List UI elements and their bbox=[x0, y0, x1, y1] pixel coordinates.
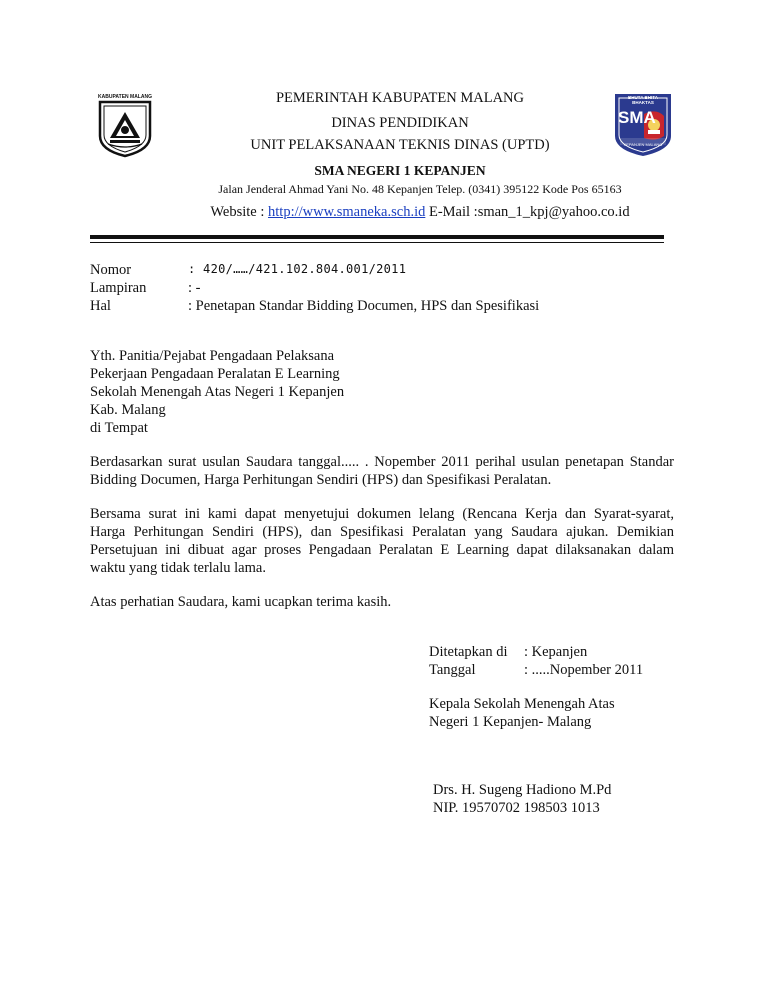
signer-name: Drs. H. Sugeng Hadiono M.Pd bbox=[433, 782, 612, 798]
school-address: Jalan Jenderal Ahmad Yani No. 48 Kepanjen Telep. (0341) 395122 Kode Pos 65163 bbox=[218, 182, 622, 196]
lampiran-value: : - bbox=[188, 280, 201, 296]
left-logo-text: KABUPATEN MALANG bbox=[98, 94, 152, 100]
nomor-label: Nomor bbox=[90, 262, 132, 278]
paragraph-line: Berdasarkan surat usulan Saudara tanggal..... . Nopember 2011 perihal usulan penetapan Standar bbox=[90, 454, 674, 470]
right-logo-sub: KEPANJEN MALANG bbox=[623, 142, 663, 147]
place-label: Ditetapkan di bbox=[429, 644, 508, 660]
nomor-value: : 420/……/421.102.804.001/2011 bbox=[188, 262, 407, 276]
header-divider-thin bbox=[90, 242, 664, 243]
paragraph-line: Bidding Documen, Harga Perhitungan Sendiri (HPS) dan Spesifikasi Peralatan. bbox=[90, 472, 552, 488]
website-link[interactable]: http://www.smaneka.sch.id bbox=[268, 204, 426, 220]
website-label: Website : bbox=[210, 204, 269, 220]
hal-value: : Penetapan Standar Bidding Documen, HPS dan Spesifikasi bbox=[188, 298, 540, 314]
signer-nip: NIP. 19570702 198503 1013 bbox=[433, 800, 600, 816]
kabupaten-malang-logo bbox=[96, 92, 154, 158]
government-name: PEMERINTAH KABUPATEN MALANG bbox=[275, 90, 525, 106]
recipient-line: Pekerjaan Pengadaan Peralatan E Learning bbox=[90, 366, 340, 382]
recipient-line: Sekolah Menengah Atas Negeri 1 Kepanjen bbox=[90, 384, 345, 400]
place-value: : Kepanjen bbox=[524, 644, 588, 660]
signer-title-line: Kepala Sekolah Menengah Atas bbox=[429, 696, 615, 712]
paragraph-line: Persetujuan ini dibuat agar proses Pengadaan Peralatan E Learning dapat dilaksanakan dalam bbox=[90, 542, 674, 558]
contact-line bbox=[150, 204, 690, 221]
right-logo-motto: BHUTA BHITA BHAKTAS bbox=[628, 95, 658, 105]
right-logo-text: SMA bbox=[618, 108, 656, 127]
school-name: SMA NEGERI 1 KEPANJEN bbox=[314, 163, 486, 178]
unit-name: UNIT PELAKSANAAN TEKNIS DINAS (UPTD) bbox=[250, 137, 550, 153]
recipient-line: di Tempat bbox=[90, 420, 148, 436]
hal-label: Hal bbox=[90, 298, 111, 314]
paragraph-1 bbox=[90, 453, 674, 489]
department-name: DINAS PENDIDIKAN bbox=[331, 115, 469, 131]
recipient-block bbox=[90, 347, 344, 437]
recipient-line: Kab. Malang bbox=[90, 402, 166, 418]
paragraph-line: waktu yang tidak terlalu lama. bbox=[90, 560, 266, 576]
email-text: E-Mail :sman_1_kpj@yahoo.co.id bbox=[425, 204, 630, 220]
signer-title-line: Negeri 1 Kepanjen- Malang bbox=[429, 714, 592, 730]
recipient-line: Yth. Panitia/Pejabat Pengadaan Pelaksana bbox=[90, 348, 335, 364]
paragraph-line: Harga Perhitungan Sendiri (HPS), dan Spesifikasi Peralatan yang Saudara ajukan. Demikian bbox=[90, 524, 674, 540]
date-value: : .....Nopember 2011 bbox=[524, 662, 644, 678]
lampiran-label: Lampiran bbox=[90, 280, 147, 296]
closing-paragraph: Atas perhatian Saudara, kami ucapkan terima kasih. bbox=[90, 594, 392, 610]
header-divider-thick bbox=[90, 235, 664, 239]
date-label: Tanggal bbox=[429, 662, 476, 678]
paragraph-line: Bersama surat ini kami dapat menyetujui dokumen lelang (Rencana Kerja dan Syarat-syarat, bbox=[90, 506, 674, 522]
paragraph-2 bbox=[90, 505, 674, 577]
